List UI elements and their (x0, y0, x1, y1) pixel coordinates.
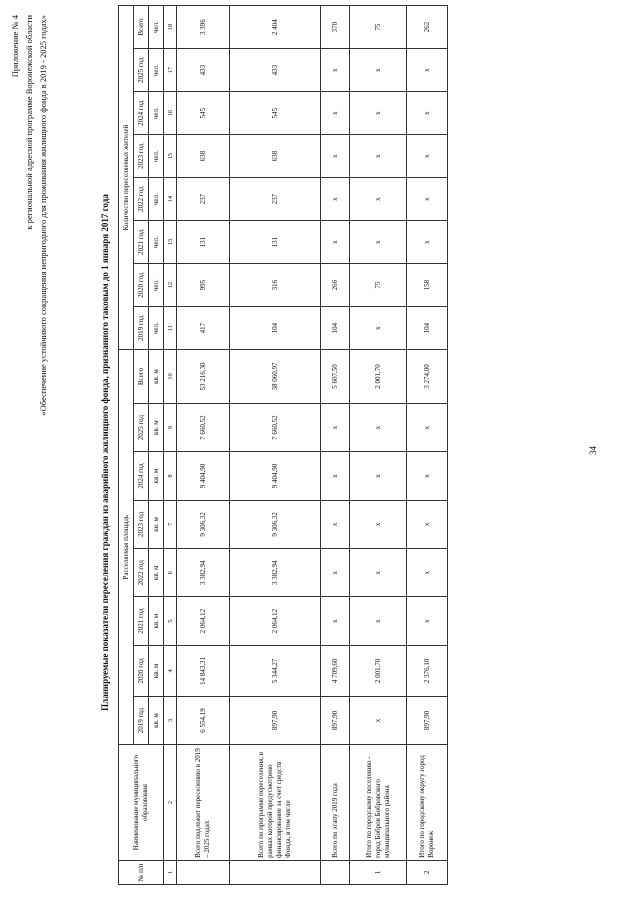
area-cell: х (350, 549, 407, 597)
people-cell: х (407, 49, 448, 92)
area-cell: х (321, 549, 350, 597)
header-row-groups (119, 6, 134, 885)
unit-area: кв. м (149, 500, 164, 548)
unit-people: чел. (149, 135, 164, 178)
header-area-year: 2023 год (134, 500, 149, 548)
header-area-total: Всего (134, 350, 149, 404)
table-row (350, 6, 407, 885)
people-cell: х (321, 221, 350, 264)
unit-people: чел. (149, 49, 164, 92)
unit-people: чел. (149, 264, 164, 307)
people-cell: х (350, 49, 407, 92)
area-cell: х (350, 597, 407, 645)
people-cell: 237 (177, 178, 230, 221)
header-people-year: 2023 год (134, 135, 149, 178)
people-cell: 545 (230, 92, 321, 135)
area-cell: 9 306,32 (177, 500, 230, 548)
people-cell: 433 (230, 49, 321, 92)
people-total-cell: 2 404 (230, 6, 321, 49)
column-index: 10 (164, 350, 177, 404)
people-cell: 237 (230, 178, 321, 221)
people-cell: 158 (407, 264, 448, 307)
people-cell: х (350, 135, 407, 178)
area-cell: х (350, 403, 407, 451)
area-cell: х (321, 500, 350, 548)
column-index: 5 (164, 597, 177, 645)
area-total-cell: 38 060,97 (230, 350, 321, 404)
people-cell: х (407, 178, 448, 221)
column-index: 8 (164, 452, 177, 500)
people-cell: х (407, 221, 448, 264)
people-cell: 638 (230, 135, 321, 178)
people-cell: 266 (321, 264, 350, 307)
area-total-cell: 3 274,00 (407, 350, 448, 404)
row-name: Итого по городскому поселению - город Бобров Бобровского муниципального района (350, 745, 407, 861)
area-cell: х (321, 403, 350, 451)
header-people-year: 2025 год (134, 49, 149, 92)
document-title: Планируемые показатели переселения граждан из аварийного жилищного фонда, признанного таковым до 1 января 2017 года (100, 194, 110, 711)
area-cell: 7 660,52 (230, 403, 321, 451)
people-total-cell: 75 (350, 6, 407, 49)
column-index: 9 (164, 403, 177, 451)
area-cell: 7 660,52 (177, 403, 230, 451)
unit-people: чел. (149, 307, 164, 350)
row-num: 2 (407, 860, 448, 884)
header-num: № п/п (119, 860, 164, 884)
people-cell: 104 (230, 307, 321, 350)
row-num (321, 860, 350, 884)
unit-people: чел. (149, 6, 164, 49)
column-index: 4 (164, 645, 177, 696)
area-cell: х (350, 452, 407, 500)
column-index: 6 (164, 549, 177, 597)
header-area-year: 2019 год (134, 696, 149, 744)
area-cell: 2 001,70 (350, 645, 407, 696)
header-area-year: 2024 год (134, 452, 149, 500)
header-area-group: Расселяемая площадь (119, 350, 134, 745)
header-area-year: 2025 год (134, 403, 149, 451)
indicators-table (118, 5, 448, 885)
area-cell: 6 554,19 (177, 696, 230, 744)
people-cell: х (321, 178, 350, 221)
people-cell: 75 (350, 264, 407, 307)
people-cell: х (407, 92, 448, 135)
header-people-year: 2022 год (134, 178, 149, 221)
people-cell: 995 (177, 264, 230, 307)
column-index-row (164, 6, 177, 885)
header-people-total: Всего (134, 6, 149, 49)
people-cell: х (350, 307, 407, 350)
header-name: Наименование муниципального образования (119, 745, 164, 861)
people-cell: 545 (177, 92, 230, 135)
area-cell: х (321, 597, 350, 645)
people-cell: 104 (407, 307, 448, 350)
people-total-cell: 262 (407, 6, 448, 49)
unit-area: кв. м (149, 645, 164, 696)
area-cell: х (407, 452, 448, 500)
column-index: 15 (164, 135, 177, 178)
page-number: 34 (588, 446, 598, 455)
header-area-year: 2021 год (134, 597, 149, 645)
people-cell: х (350, 221, 407, 264)
area-cell: х (350, 500, 407, 548)
area-cell: 3 382,94 (177, 549, 230, 597)
header-area-year: 2020 год (134, 645, 149, 696)
area-cell: х (407, 549, 448, 597)
people-cell: х (350, 92, 407, 135)
people-cell: 433 (177, 49, 230, 92)
column-index: 3 (164, 696, 177, 744)
unit-area: кв. м (149, 452, 164, 500)
people-cell: х (321, 49, 350, 92)
people-cell: 316 (230, 264, 321, 307)
unit-area: кв. м (149, 403, 164, 451)
area-cell: 9 306,32 (230, 500, 321, 548)
column-index: 1 (164, 860, 177, 884)
unit-people: чел. (149, 221, 164, 264)
unit-area: кв. м (149, 350, 164, 404)
area-cell: 897,90 (407, 696, 448, 744)
unit-people: чел. (149, 178, 164, 221)
area-cell: х (407, 403, 448, 451)
table-row (321, 6, 350, 885)
people-cell: 638 (177, 135, 230, 178)
unit-area: кв. м (149, 549, 164, 597)
header-people-year: 2019 год (134, 307, 149, 350)
area-cell: 2 064,12 (177, 597, 230, 645)
column-index: 16 (164, 92, 177, 135)
unit-area: кв. м (149, 696, 164, 744)
table-row (177, 6, 230, 885)
area-cell: 3 382,94 (230, 549, 321, 597)
area-total-cell: 53 216,30 (177, 350, 230, 404)
people-cell: х (407, 135, 448, 178)
column-index: 11 (164, 307, 177, 350)
area-total-cell: 2 001,70 (350, 350, 407, 404)
unit-area: кв. м (149, 597, 164, 645)
people-cell: 417 (177, 307, 230, 350)
area-cell: 897,90 (230, 696, 321, 744)
row-name: Итого по городскому округу город Воронеж (407, 745, 448, 861)
area-cell: х (407, 500, 448, 548)
people-cell: 131 (230, 221, 321, 264)
column-index: 7 (164, 500, 177, 548)
row-num: 1 (350, 860, 407, 884)
area-cell: х (407, 597, 448, 645)
people-cell: х (321, 92, 350, 135)
people-total-cell: 370 (321, 6, 350, 49)
area-cell: х (321, 452, 350, 500)
area-cell: 5 344,27 (230, 645, 321, 696)
area-cell: 4 709,60 (321, 645, 350, 696)
people-total-cell: 3 396 (177, 6, 230, 49)
area-cell: 14 843,31 (177, 645, 230, 696)
column-index: 13 (164, 221, 177, 264)
header-people-year: 2024 год (134, 92, 149, 135)
table-row (230, 6, 321, 885)
unit-people: чел. (149, 92, 164, 135)
area-cell: 2 376,10 (407, 645, 448, 696)
column-index: 12 (164, 264, 177, 307)
row-num (177, 860, 230, 884)
people-cell: х (350, 178, 407, 221)
people-cell: 104 (321, 307, 350, 350)
table-row (407, 6, 448, 885)
header-area-year: 2022 год (134, 549, 149, 597)
row-name: Всего по программе переселения, в рамках которой предусмотрено финансирование за счет средств Фонда, в том числе (230, 745, 321, 861)
header-people-group: Количество переселяемых жителей (119, 6, 134, 350)
appendix-header (8, 15, 50, 416)
appendix-program: к региональной адресной программе Воронежской области (24, 15, 34, 230)
row-num (230, 860, 321, 884)
appendix-program-title: «Обеспечение устойчивого сокращения непригодного для проживания жилищного фонда в 2019 - 2025 годах» (38, 15, 48, 416)
area-total-cell: 5 607,50 (321, 350, 350, 404)
people-cell: 131 (177, 221, 230, 264)
area-cell: 9 404,90 (230, 452, 321, 500)
row-name: Всего подлежит переселению в 2019 – 2025 годах (177, 745, 230, 861)
area-cell: х (350, 696, 407, 744)
column-index: 2 (164, 745, 177, 861)
appendix-number: Приложение № 4 (10, 15, 20, 78)
column-index: 18 (164, 6, 177, 49)
area-cell: 2 064,12 (230, 597, 321, 645)
people-cell: х (321, 135, 350, 178)
header-people-year: 2021 год (134, 221, 149, 264)
header-people-year: 2020 год (134, 264, 149, 307)
column-index: 14 (164, 178, 177, 221)
area-cell: 9 404,90 (177, 452, 230, 500)
column-index: 17 (164, 49, 177, 92)
row-name: Всего по этапу 2019 года (321, 745, 350, 861)
area-cell: 897,90 (321, 696, 350, 744)
